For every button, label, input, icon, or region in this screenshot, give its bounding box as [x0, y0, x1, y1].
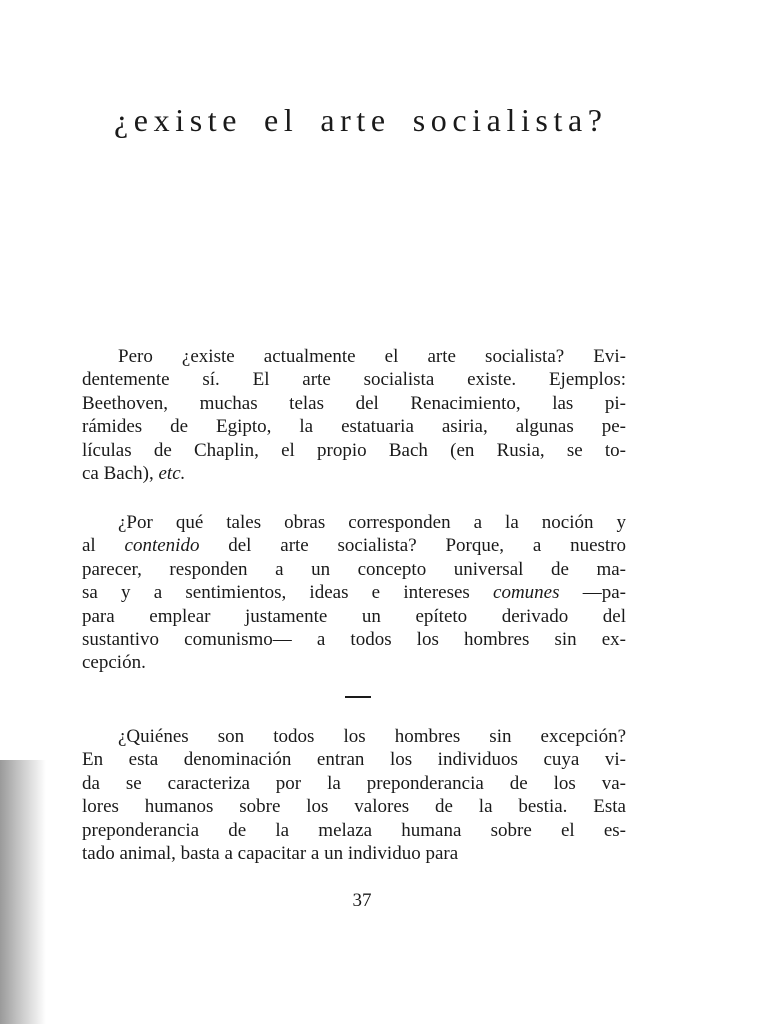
text-segment: ¿Quiénes son todos los hombres sin excepción? — [118, 726, 626, 747]
text-line — [82, 795, 626, 818]
text-segment: preponderancia de la melaza humana sobre el es- — [82, 819, 626, 841]
text-segment: al — [82, 535, 125, 557]
text-line — [82, 415, 626, 438]
text-segment: ¿Por qué tales obras corresponden a la noción y — [118, 512, 626, 533]
text-line — [82, 628, 626, 651]
text-segment: Pero ¿existe actualmente el arte socialista? Evi- — [118, 346, 626, 367]
text-line — [82, 772, 626, 795]
text-line — [82, 748, 626, 771]
section-separator — [345, 696, 371, 698]
title-word: el — [264, 102, 299, 138]
text-line — [82, 842, 626, 865]
page-number — [0, 889, 768, 913]
text-segment: del arte socialista? Porque, a nuestro — [199, 535, 626, 557]
paragraph — [82, 725, 626, 865]
text-line — [82, 462, 626, 485]
text-line — [82, 345, 626, 368]
paragraph — [82, 345, 626, 485]
chapter-title — [114, 100, 608, 140]
title-word: arte — [320, 102, 391, 138]
title-word: ¿existe — [114, 102, 243, 138]
italic-text: comunes — [493, 582, 560, 604]
text-segment: dentemente sí. El arte socialista existe. Ejemplos: — [82, 369, 626, 391]
text-segment: tado animal, basta a capacitar a un individuo para — [82, 842, 459, 864]
text-segment: ca Bach), — [82, 462, 159, 484]
title-word: socialista? — [412, 102, 608, 138]
text-line — [82, 511, 626, 534]
italic-text: etc. — [158, 462, 186, 484]
text-segment: Beethoven, muchas telas del Renacimiento, las pi- — [82, 392, 626, 414]
text-line — [82, 651, 626, 674]
text-line — [82, 534, 626, 557]
text-segment: —pa- — [559, 582, 626, 604]
text-line — [82, 368, 626, 391]
text-line — [82, 558, 626, 581]
text-segment: lículas de Chaplin, el propio Bach (en Rusia, se to- — [82, 439, 626, 461]
text-segment: sustantivo comunismo— a todos los hombres sin ex- — [82, 628, 626, 650]
text-segment: para emplear justamente un epíteto derivado del — [82, 605, 626, 627]
text-line — [82, 725, 626, 748]
text-segment: sa y a sentimientos, ideas e intereses — [82, 582, 494, 604]
text-segment: parecer, responden a un concepto universal de ma- — [82, 558, 626, 580]
text-segment: En esta denominación entran los individuos cuya vi- — [82, 749, 626, 771]
paragraph — [82, 511, 626, 675]
text-line — [82, 439, 626, 462]
italic-text: contenido — [124, 535, 200, 557]
page-number-text: 37 — [352, 890, 372, 911]
text-line — [82, 819, 626, 842]
text-segment: lores humanos sobre los valores de la bestia. Esta — [82, 796, 626, 818]
text-line — [82, 605, 626, 628]
text-segment: rámides de Egipto, la estatuaria asiria, algunas pe- — [82, 416, 626, 438]
text-line — [82, 581, 626, 604]
text-line — [82, 392, 626, 415]
text-segment: da se caracteriza por la preponderancia de los va- — [82, 772, 626, 794]
text-segment: cepción. — [82, 652, 146, 674]
